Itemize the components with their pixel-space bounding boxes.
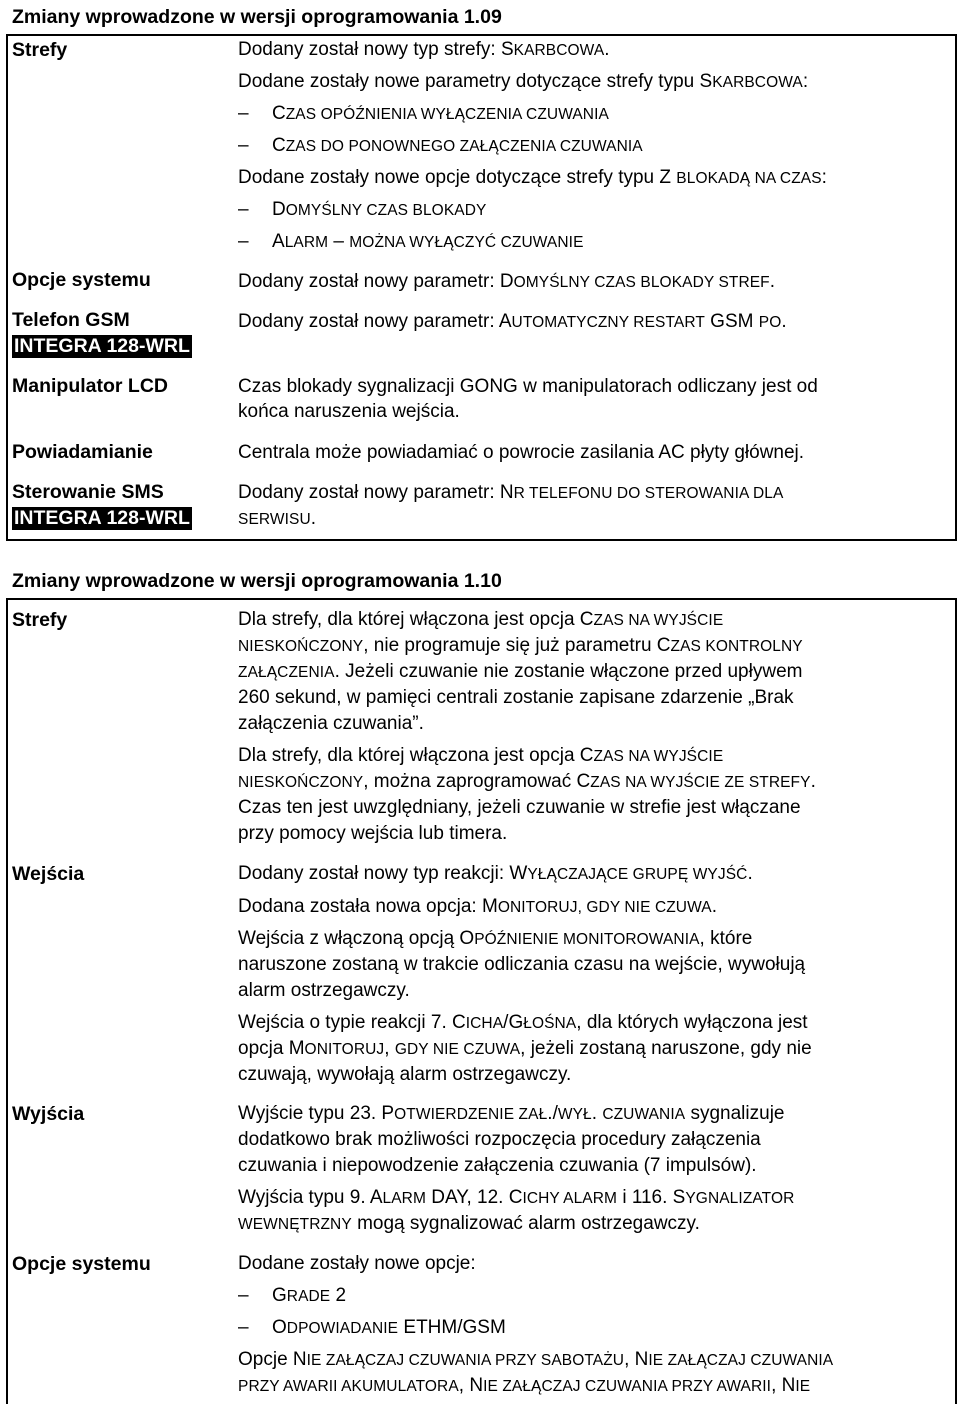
text-line: ZAŁĄCZENIA. Jeżeli czuwanie nie zostanie włączone przed upływem: [238, 661, 803, 682]
text-line: załączenia czuwania”.: [238, 713, 424, 734]
text-line: ALARM – MOŻNA WYŁĄCZYĆ CZUWANIE: [272, 231, 584, 252]
text-line: WEWNĘTRZNY mogą sygnalizować alarm ostrzegawczy.: [238, 1213, 700, 1234]
text-line: Dodany został nowy typ strefy: SKARBCOWA.: [238, 39, 610, 60]
bullet-dash: –: [238, 199, 249, 220]
text-line: alarm ostrzegawczy.: [238, 980, 410, 1001]
text-line: Dodany został nowy parametr: AUTOMATYCZNY RESTART GSM PO.: [238, 311, 787, 332]
text-line: DOMYŚLNY CZAS BLOKADY: [272, 199, 487, 220]
bullet-dash: –: [238, 1317, 249, 1338]
text-line: SERWISU.: [238, 508, 317, 529]
label-manipulator-lcd: Manipulator LCD: [12, 375, 168, 397]
bullet-dash: –: [238, 135, 249, 156]
text-line: Dodane zostały nowe opcje dotyczące strefy typu Z BLOKADĄ NA CZAS:: [238, 167, 827, 188]
text-line: Dodany został nowy parametr: DOMYŚLNY CZAS BLOKADY STREF.: [238, 271, 776, 292]
text-line: naruszone zostaną w trakcie odliczania czasu na wejście, wywołują: [238, 954, 806, 975]
text-line: końca naruszenia wejścia.: [238, 401, 460, 422]
text-line: NIESKOŃCZONY, nie programuje się już parametru CZAS KONTROLNY: [238, 635, 803, 656]
text-line: Wyjście typu 23. POTWIERDZENIE ZAŁ./WYŁ. CZUWANIA sygnalizuje: [238, 1103, 785, 1124]
text-line: GRADE 2: [272, 1285, 347, 1306]
text-line: CZAS OPÓŹNIENIA WYŁĄCZENIA CZUWANIA: [272, 103, 609, 124]
text-line: czuwają, wywołają alarm ostrzegawczy.: [238, 1064, 572, 1085]
text-line: Wyjścia typu 9. ALARM DAY, 12. CICHY ALARM i 116. SYGNALIZATOR: [238, 1187, 795, 1208]
label-telefon-gsm: Telefon GSM: [12, 309, 130, 331]
text-line: czuwania i niepowodzenie załączenia czuwania (7 impulsów).: [238, 1155, 757, 1176]
text-line: dodatkowo brak możliwości rozpoczęcia procedury załączenia: [238, 1129, 761, 1150]
text-line: Dodany został nowy typ reakcji: WYŁĄCZAJĄCE GRUPĘ WYJŚĆ.: [238, 863, 753, 884]
bullet-dash: –: [238, 103, 249, 124]
text-line: NIESKOŃCZONY, można zaprogramować CZAS NA WYJŚCIE ZE STREFY.: [238, 771, 816, 792]
changes-table-1-10: [6, 598, 957, 1404]
label-integra-badge: INTEGRA 128-WRL: [14, 335, 190, 357]
text-line: Czas ten jest uwzględniany, jeżeli czuwanie w strefie jest włączane: [238, 797, 801, 818]
label-integra-badge: INTEGRA 128-WRL: [14, 507, 190, 529]
bullet-dash: –: [238, 1285, 249, 1306]
text-line: Wejścia z włączoną opcją OPÓŹNIENIE MONITOROWANIA, które: [238, 928, 753, 949]
text-line: Dla strefy, dla której włączona jest opcja CZAS NA WYJŚCIE: [238, 745, 724, 766]
text-line: Opcje NIE ZAŁĄCZAJ CZUWANIA PRZY SABOTAŻU, NIE ZAŁĄCZAJ CZUWANIA: [238, 1349, 834, 1370]
text-line: opcja MONITORUJ, GDY NIE CZUWA, jeżeli zostaną naruszone, gdy nie: [238, 1038, 812, 1059]
text-line: Dodane zostały nowe opcje:: [238, 1253, 476, 1274]
bullet-dash: –: [238, 231, 249, 252]
text-line: Centrala może powiadamiać o powrocie zasilania AC płyty głównej.: [238, 442, 805, 463]
label-wyjscia: Wyjścia: [12, 1103, 85, 1125]
text-line: Wejścia o typie reakcji 7. CICHA/GŁOŚNA, dla których wyłączona jest: [238, 1012, 808, 1033]
label-sterowanie-sms: Sterowanie SMS: [12, 481, 164, 503]
text-line: Dodana została nowa opcja: MONITORUJ, GDY NIE CZUWA.: [238, 896, 717, 917]
label-opcje-systemu: Opcje systemu: [12, 269, 151, 291]
label-strefy: Strefy: [12, 609, 68, 631]
label-strefy: Strefy: [12, 39, 68, 61]
text-line: Dodane zostały nowe parametry dotyczące strefy typu SKARBCOWA:: [238, 71, 809, 92]
text-line: Czas blokady sygnalizacji GONG w manipulatorach odliczany jest od: [238, 376, 818, 397]
section-heading-1-09: Zmiany wprowadzone w wersji oprogramowania 1.09: [12, 6, 502, 28]
text-line: ODPOWIADANIE ETHM/GSM: [272, 1317, 506, 1338]
label-wejscia: Wejścia: [12, 863, 85, 885]
text-line: Dodany został nowy parametr: NR TELEFONU DO STEROWANIA DLA: [238, 482, 784, 503]
text-line: przy pomocy wejścia lub timera.: [238, 823, 508, 844]
text-line: 260 sekund, w pamięci centrali zostanie zapisane zdarzenie „Brak: [238, 687, 794, 708]
text-line: PRZY AWARII AKUMULATORA, NIE ZAŁĄCZAJ CZUWANIA PRZY AWARII, NIE: [238, 1375, 811, 1396]
section-heading-1-10: Zmiany wprowadzone w wersji oprogramowania 1.10: [12, 570, 502, 592]
label-opcje-systemu: Opcje systemu: [12, 1253, 151, 1275]
text-line: CZAS DO PONOWNEGO ZAŁĄCZENIA CZUWANIA: [272, 135, 643, 156]
label-powiadamianie: Powiadamianie: [12, 441, 153, 463]
text-line: Dla strefy, dla której włączona jest opcja CZAS NA WYJŚCIE: [238, 609, 724, 630]
